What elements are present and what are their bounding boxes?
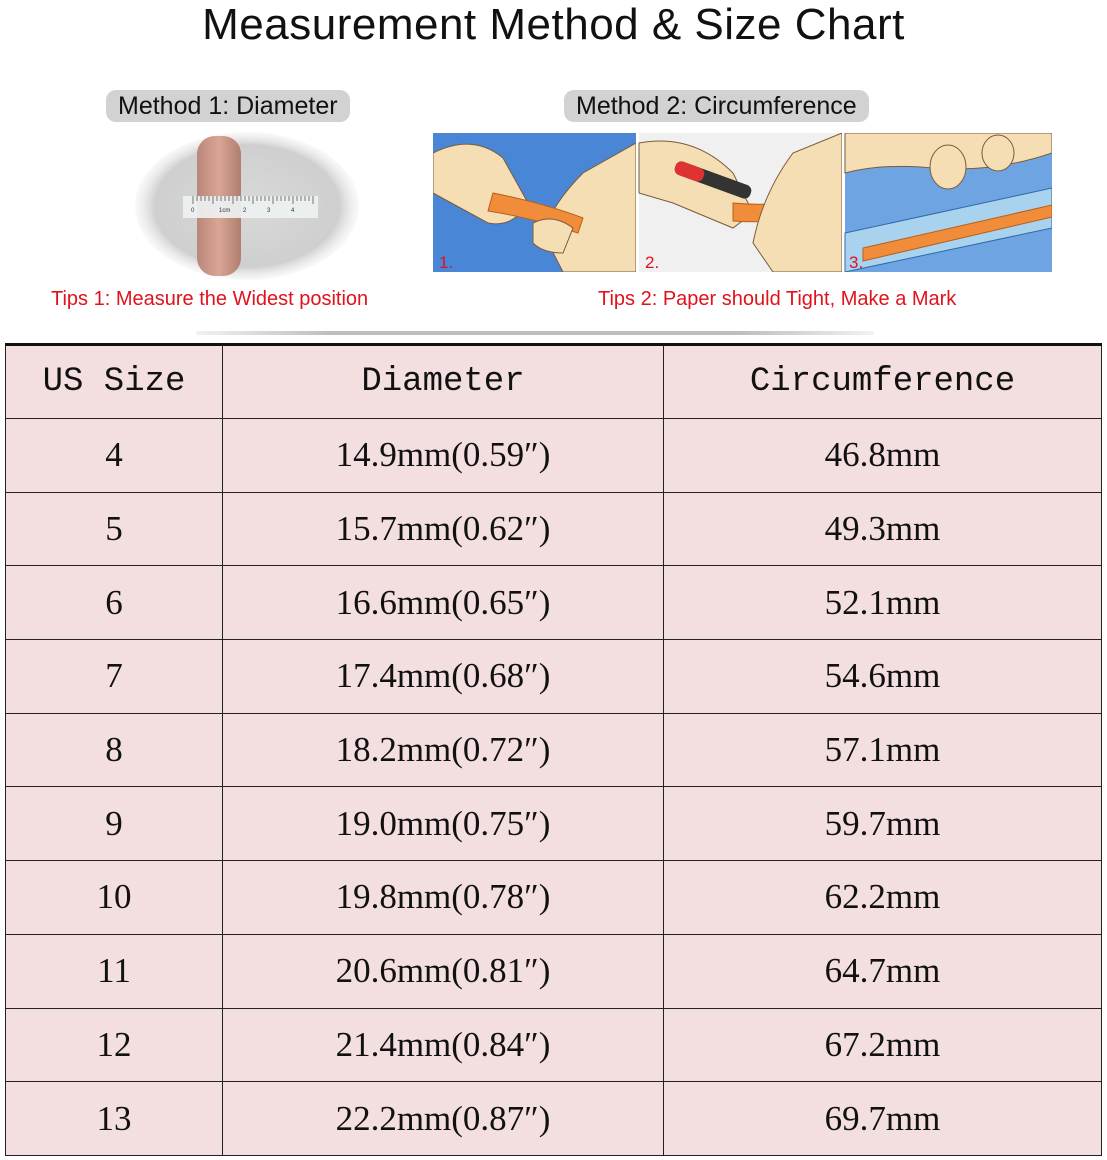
diameter-cell: 16.6mm(0.65″)	[223, 566, 664, 640]
us-size-cell: 5	[6, 492, 223, 566]
circumference-cell: 64.7mm	[664, 934, 1102, 1008]
diameter-cell: 22.2mm(0.87″)	[223, 1082, 664, 1156]
us-size-cell: 6	[6, 566, 223, 640]
table-row	[6, 640, 1102, 714]
diameter-cell: 19.0mm(0.75″)	[223, 787, 664, 861]
table-row	[6, 861, 1102, 935]
circumference-cell: 69.7mm	[664, 1082, 1102, 1156]
table-row	[6, 419, 1102, 493]
us-size-cell: 7	[6, 640, 223, 714]
ruler-mark: 2	[243, 208, 247, 214]
step-3-number: 3.	[849, 253, 864, 272]
ring-size-table	[5, 343, 1102, 1156]
diameter-cell: 20.6mm(0.81″)	[223, 934, 664, 1008]
circumference-cell: 49.3mm	[664, 492, 1102, 566]
circumference-cell: 57.1mm	[664, 713, 1102, 787]
table-row	[6, 492, 1102, 566]
circumference-cell: 52.1mm	[664, 566, 1102, 640]
table-header-row	[6, 345, 1102, 419]
table-row	[6, 1008, 1102, 1082]
page-title: Measurement Method & Size Chart	[202, 0, 905, 49]
ruler-mark: 3	[267, 208, 271, 214]
diameter-cell: 18.2mm(0.72″)	[223, 713, 664, 787]
ruler-mark: 1cm	[219, 208, 231, 214]
ruler-mark: 0	[191, 208, 195, 214]
circumference-cell: 62.2mm	[664, 861, 1102, 935]
section-divider	[196, 331, 874, 335]
us-size-cell: 13	[6, 1082, 223, 1156]
table-row	[6, 713, 1102, 787]
us-size-cell: 8	[6, 713, 223, 787]
circumference-cell: 67.2mm	[664, 1008, 1102, 1082]
step-1-panel	[433, 133, 636, 272]
table-row	[6, 787, 1102, 861]
circumference-cell: 46.8mm	[664, 419, 1102, 493]
us-size-cell: 10	[6, 861, 223, 935]
us-size-cell: 12	[6, 1008, 223, 1082]
ruler-mark: 4	[291, 208, 295, 214]
table-row	[6, 566, 1102, 640]
method-2-label: Method 2: Circumference	[564, 90, 869, 122]
step-2-panel	[639, 133, 842, 272]
diameter-cell: 17.4mm(0.68″)	[223, 640, 664, 714]
method-1-tip: Tips 1: Measure the Widest position	[51, 288, 369, 310]
diameter-cell: 14.9mm(0.59″)	[223, 419, 664, 493]
circumference-cell: 59.7mm	[664, 787, 1102, 861]
column-header-circumference: Circumference	[664, 345, 1102, 419]
us-size-cell: 4	[6, 419, 223, 493]
diameter-measurement-photo	[135, 132, 360, 280]
diameter-cell: 19.8mm(0.78″)	[223, 861, 664, 935]
circumference-steps-illustration	[433, 133, 1052, 272]
us-size-cell: 9	[6, 787, 223, 861]
step-1-number: 1.	[439, 253, 454, 272]
step-3-panel	[845, 133, 1052, 272]
table-row	[6, 934, 1102, 1008]
us-size-cell: 11	[6, 934, 223, 1008]
diameter-cell: 21.4mm(0.84″)	[223, 1008, 664, 1082]
column-header-us-size: US Size	[6, 345, 223, 419]
diameter-cell: 15.7mm(0.62″)	[223, 492, 664, 566]
step-2-number: 2.	[645, 253, 660, 272]
column-header-diameter: Diameter	[223, 345, 664, 419]
method-1-label: Method 1: Diameter	[106, 90, 350, 122]
table-row	[6, 1082, 1102, 1156]
circumference-cell: 54.6mm	[664, 640, 1102, 714]
method-2-tip: Tips 2: Paper should Tight, Make a Mark	[598, 288, 957, 310]
